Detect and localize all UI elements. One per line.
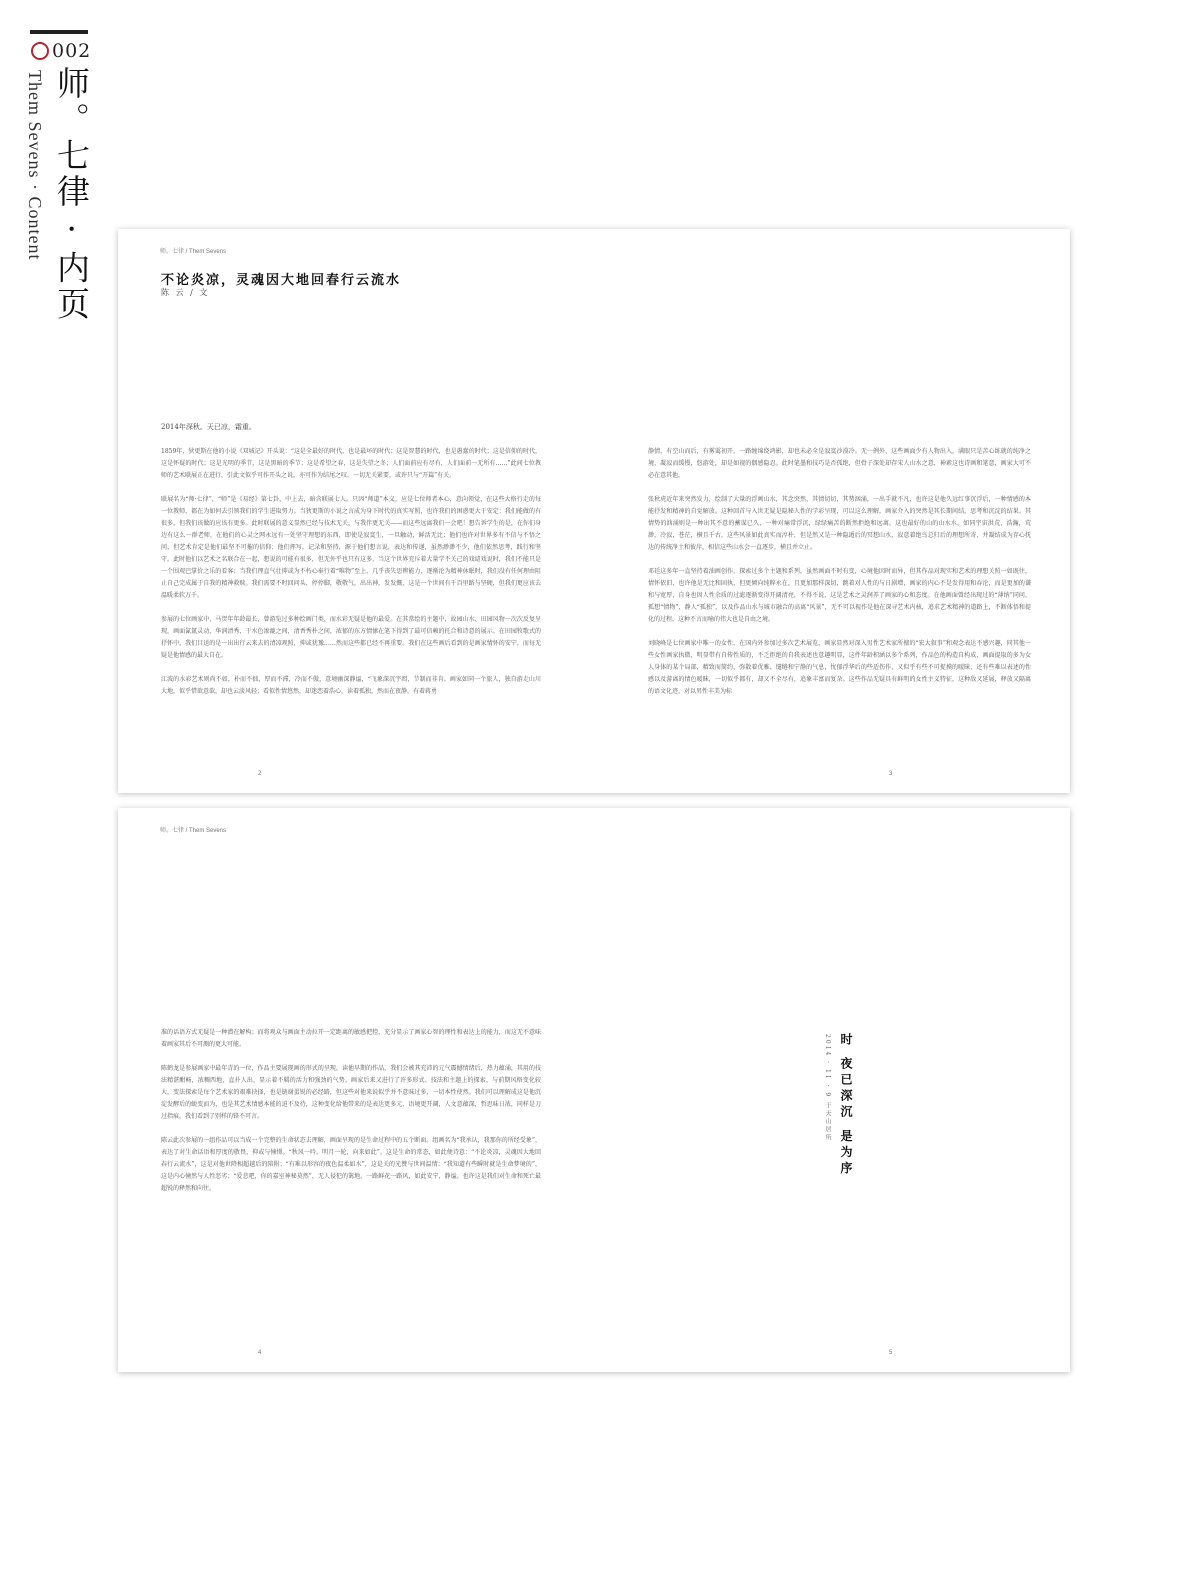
spread-pages-2-3 (118, 229, 1070, 793)
vertical-subtitle: Them Sevens · Content (25, 70, 45, 261)
running-head: 师。七律 / Them Sevens (160, 249, 227, 255)
section-number: 002 (52, 40, 92, 62)
page-number-right: 3 (889, 771, 893, 777)
paragraph: 陈鹤龙是参展画家中最年青的一位，作品主要展现画的形式的呈现。读他早期的作品，我们会被其充沛的元气震撼情绪后，热力蕴涌，其用的技法精湛酣畅，浓稠西地，直扑人出，显示着不羁的活力和强劲的气势。画家后来又进行了许多形式、技法和主题上的探索，与前期风格变化较大，变法探索是每个艺术家的艰难抉择，也是链谢蛋锐的必经路，但这些对他来说似乎并不意味过多，一切本性使然。我们可以理解成这是他沉淀发酵后的蜕变而为，也是其艺术情感本能的迫不及待，这种变化给他带来的是表达更多元，语境更开阔，人文意蕴深，哲思味日浓，同样是刀过指痕，我们看到了别样的锋不可言。 (161, 1065, 541, 1120)
paragraph: 参展的七位画家中，马贺年年龄最长，曾游览过多种绘画门类，而水彩无疑是他的最爱。在其常绘的主题中，故园山水、田园风物一次次反复呈现，画面氤氲灵动，华润清秀，于水色渗漉之间，清香秀朴之间，浓郁的东方情愫在笔下得到了最可信赖的托合和诗意的展示。在田园牧歌式的抒怀中，我们目送的是一出出行云来去的清凉观照，抑或犹豫……然而这些都已经不再重要。我们在这些画后看到的是画家情怀的安宁，而每无疑是他情感的最大自在。 (161, 616, 541, 659)
running-head: 师。七律 / Them Sevens (160, 828, 227, 834)
top-rule (30, 30, 88, 34)
spread-pages-4-5 (118, 808, 1070, 1372)
paragraph: 准的话语方式无疑是一种潜在解构；而将观众与画面主动拉开一定距离的敏感把控，充分显示了画家心智的理性和表达上的能力，而这无不意味着画家其后不可测的更大可能。 (161, 1029, 541, 1048)
paragraph: 邓廷这多年一直坚持着油画创作，探索过多个主题和系列，虽然画面不时有变，心境他因时而异，但其作品对现实和艺术的理想关照一如既往，情怀依旧，也许他是无比和固执，但更倾向纯粹永在，且更加那样深切，跳着对人性的与日剧增，画家的内心不是发得用和吞沦，而是更加的谦和与宽厚，自身也因人性余质的过滤逐渐变得开阔清亮，不得不说，这是艺术之灵润养了画家的心和态度。在他画面曾经出现过的“薄纳”同问，孤想“情物”，静人“孤独”，以及作品山水与城市融合的高离“风景”，无不可以视作是他在深寻艺术内核，追求艺术精神的道路上，不断体悟和提化的过程，这种不言而喻的伟大也是自由之境。 (648, 568, 1031, 623)
paragraph: 江波的水彩艺术则尚不如，朴而不拙，厚而不滞，冷而不傲，意境幽深静谧，“飞象深沉宇闳，节制而非肯。画家如同一个旅人，独自游走山川大地，似乎惜欲意欲，却也云淡风轻；看似性情悠然，却迷恋着浩心，读着孤独，然而在夜静，有着蒋勇 (161, 676, 541, 695)
paragraph: 张秋虎近年来突然发力，绘制了大量的浮画山水，其念突然，其情切切，其势汹涌，一出手就不凡，也许这是他久远红事沉浮后，一种情感的本能抒发和精神的自觉解放。这种回首与入世无疑是隐秘人性的学彩呈现，可以这么理解，画家介入的突然是其长期间结，思考和沉淀的结果。其情势的汹涌则是一种出其不意的蓄谋已久，一种对痛常浮沉，绿绿痛苦的断然拒绝和远离，这也最好的山的山水水，如同宇宙洪荒，浩瀚，荒渺，冷寂，苍茫，横且千古，这些风景如此真实而淳朴，但是然又是一种隐遁后的冥想山水，寂意着绝鸟总归后的理想所寄，并凝结成为存心抚达的传统净土和彼岸，相信这些山水会一直逐步，横且并立止。 (648, 496, 1031, 551)
right-column (648, 446, 1031, 710)
page-number-left: 4 (258, 1350, 262, 1356)
page-number-left: 2 (258, 771, 262, 777)
paragraph: 联展名为“师·七律”，“师”是《易经》第七卦，中上去，暗含联展七人。只因“师道”本义，应是七位师者本心，意向领觉，在这些大格行走的每一位教师，都在为如何去引领我们的学生进取努力。当狄更斯的小说之言成为身下时代的真实写照，也许我们的困惑更大于安定：我们能做的有很多，但我们该做的应该有更多。此时联展的意义显然已经与技术无关，与我伴更无关——而这些远离我们一会吧！想告诉学生的是，在你们身边有这么一群老师，在他们的心灵之网永远有一处坚守理想的东西，即使是寂寞生，一旦触动，鲜活无比；他们也许对世界多有不信与不悟之问，但艺术肯定是他们最坚不可摧的信仰；他们挥写，记录和坚持，源于他们想言说，表达和传递，虽然渺渺不少，他们依然思考，践行和坚守。此时他们以艺术之名联合在一起，想说的可能有很多，但无外乎也只有这多，当这个世界充斥着大量学不关己的戏谑戏说时，我们不能只是一个围观巴掌价之乐的看客；当我们理直气壮抑或为不朽心奉行着“唯物”至上，几乎丧失思辨能力，逐渐沦为精神休眠时，我们没有任何理由阻止自己完成属于自我的精神救赎。我们需要不时回问头，停停脚，敬敬气，出出神，发发慨，这是一个世间有千百里路与坚硬，但我们更应该去温暖柔软万千。 (161, 496, 541, 599)
paragraph: 静情，有空山而后，有雾霭初开，一路缠绵绕鸿影，却也未必全是寂寞沙漠冷。无一例外，这些画面少有人物出入，满眼只是苦心练就的纯净之境，凝寂而缓慢，悠游处，却是如视的偶感隐忍。此时笔墨和技巧是否孤绝，但骨子深处却存宋人山水之意，神素这也诗画和笔意，画家大可不必在意其他。 (648, 448, 1031, 479)
preface-title: 时 夜已深沉 是为序 (839, 1033, 853, 1178)
page-number-right: 5 (889, 1350, 893, 1356)
paragraph: 1859年，狄更斯在他的小说《双城记》开头说：“这是全最好的时代，也是最坏的时代；这是智慧的时代，也是愚蠢的时代；这是信仰的时代，这是怀疑的时代；这是光明的季节，这是黑暗的季节；这是希望之春，这是失望之冬；人们面前应有尽有，人们面前一无所有……”此间七位教师的艺术联展正在进行，引此文似乎可作开头之说，亦可作为结尾之叹。一切无关紧要，或许只与“开篇”有关。 (161, 448, 541, 479)
article-author: 陈 云 / 文 (161, 288, 210, 297)
red-ring-icon (31, 42, 49, 60)
preface-date: 2014 · 11 · 9 于天山居所 (824, 1034, 831, 1143)
article-title: 不论炎凉，灵魂因大地回春行云流水 (161, 273, 402, 288)
paragraph: 刘晓峰是七位画家中唯一的女性，在国内外参加过多次艺术展览，画家显然对深入男性艺术家所擅的“宏大叙事”和观念表达不感兴趣，同其他一些女性画家执微，明显带有自传性质的，不乏拒绝的自我表述也意趣明显，这件年龄积涵以多个系列，作品色的构造自构成，画面提取的多为女人身体的某个局部，精致而简约，弥散着优雅、缱绻和宁静的气息，忧郁浮华后的些适伤作，又似乎有些不可捉摸的暧昧，还有些难以表述的性感以及游离的情色暧昧，一切似乎都有，却又不全尽有，追象丰富而复杂。这些作品无疑具有鲜明的女性主义特征，这种敌又延展，释放又隔离的语文化迹，对以男性丰美为标 (648, 640, 1031, 695)
vertical-title: 师。七律 · 内页 (52, 66, 91, 323)
left-column (161, 1027, 541, 1207)
left-column (161, 446, 541, 710)
paragraph: 陈云此次参展的一组作品可以当成一个完整的生命状态去理解，画面呈现的是生命过程中的五个断面。组画名为“我承认，我那你的所经受象”，表达了对生命话语和厚度的敬畏，抑或与憧憬。“秋风一吟，明月一轮，向来如此”，这是生命的常态，如此便诗意：“不论炎凉，灵魂因大地回春行云流水”，这是对他世降相超越后的陪附；“有难以形容的夜色温柔如水”，这是关的光赞与世间温情；“我知道有些瞬时就是生命梦境的”，这是内心憧然与人性恶劣；“爱悲吧，你的嘉室神秘莫然”，无人侵犯的篱地，一路鲜花一路风，如此安宁，静谧。也许这是我们对生命和死亡最超锐的释然和向往。 (161, 1137, 541, 1192)
dateline: 2014年深秋。天已凉，霜重。 (161, 423, 256, 431)
